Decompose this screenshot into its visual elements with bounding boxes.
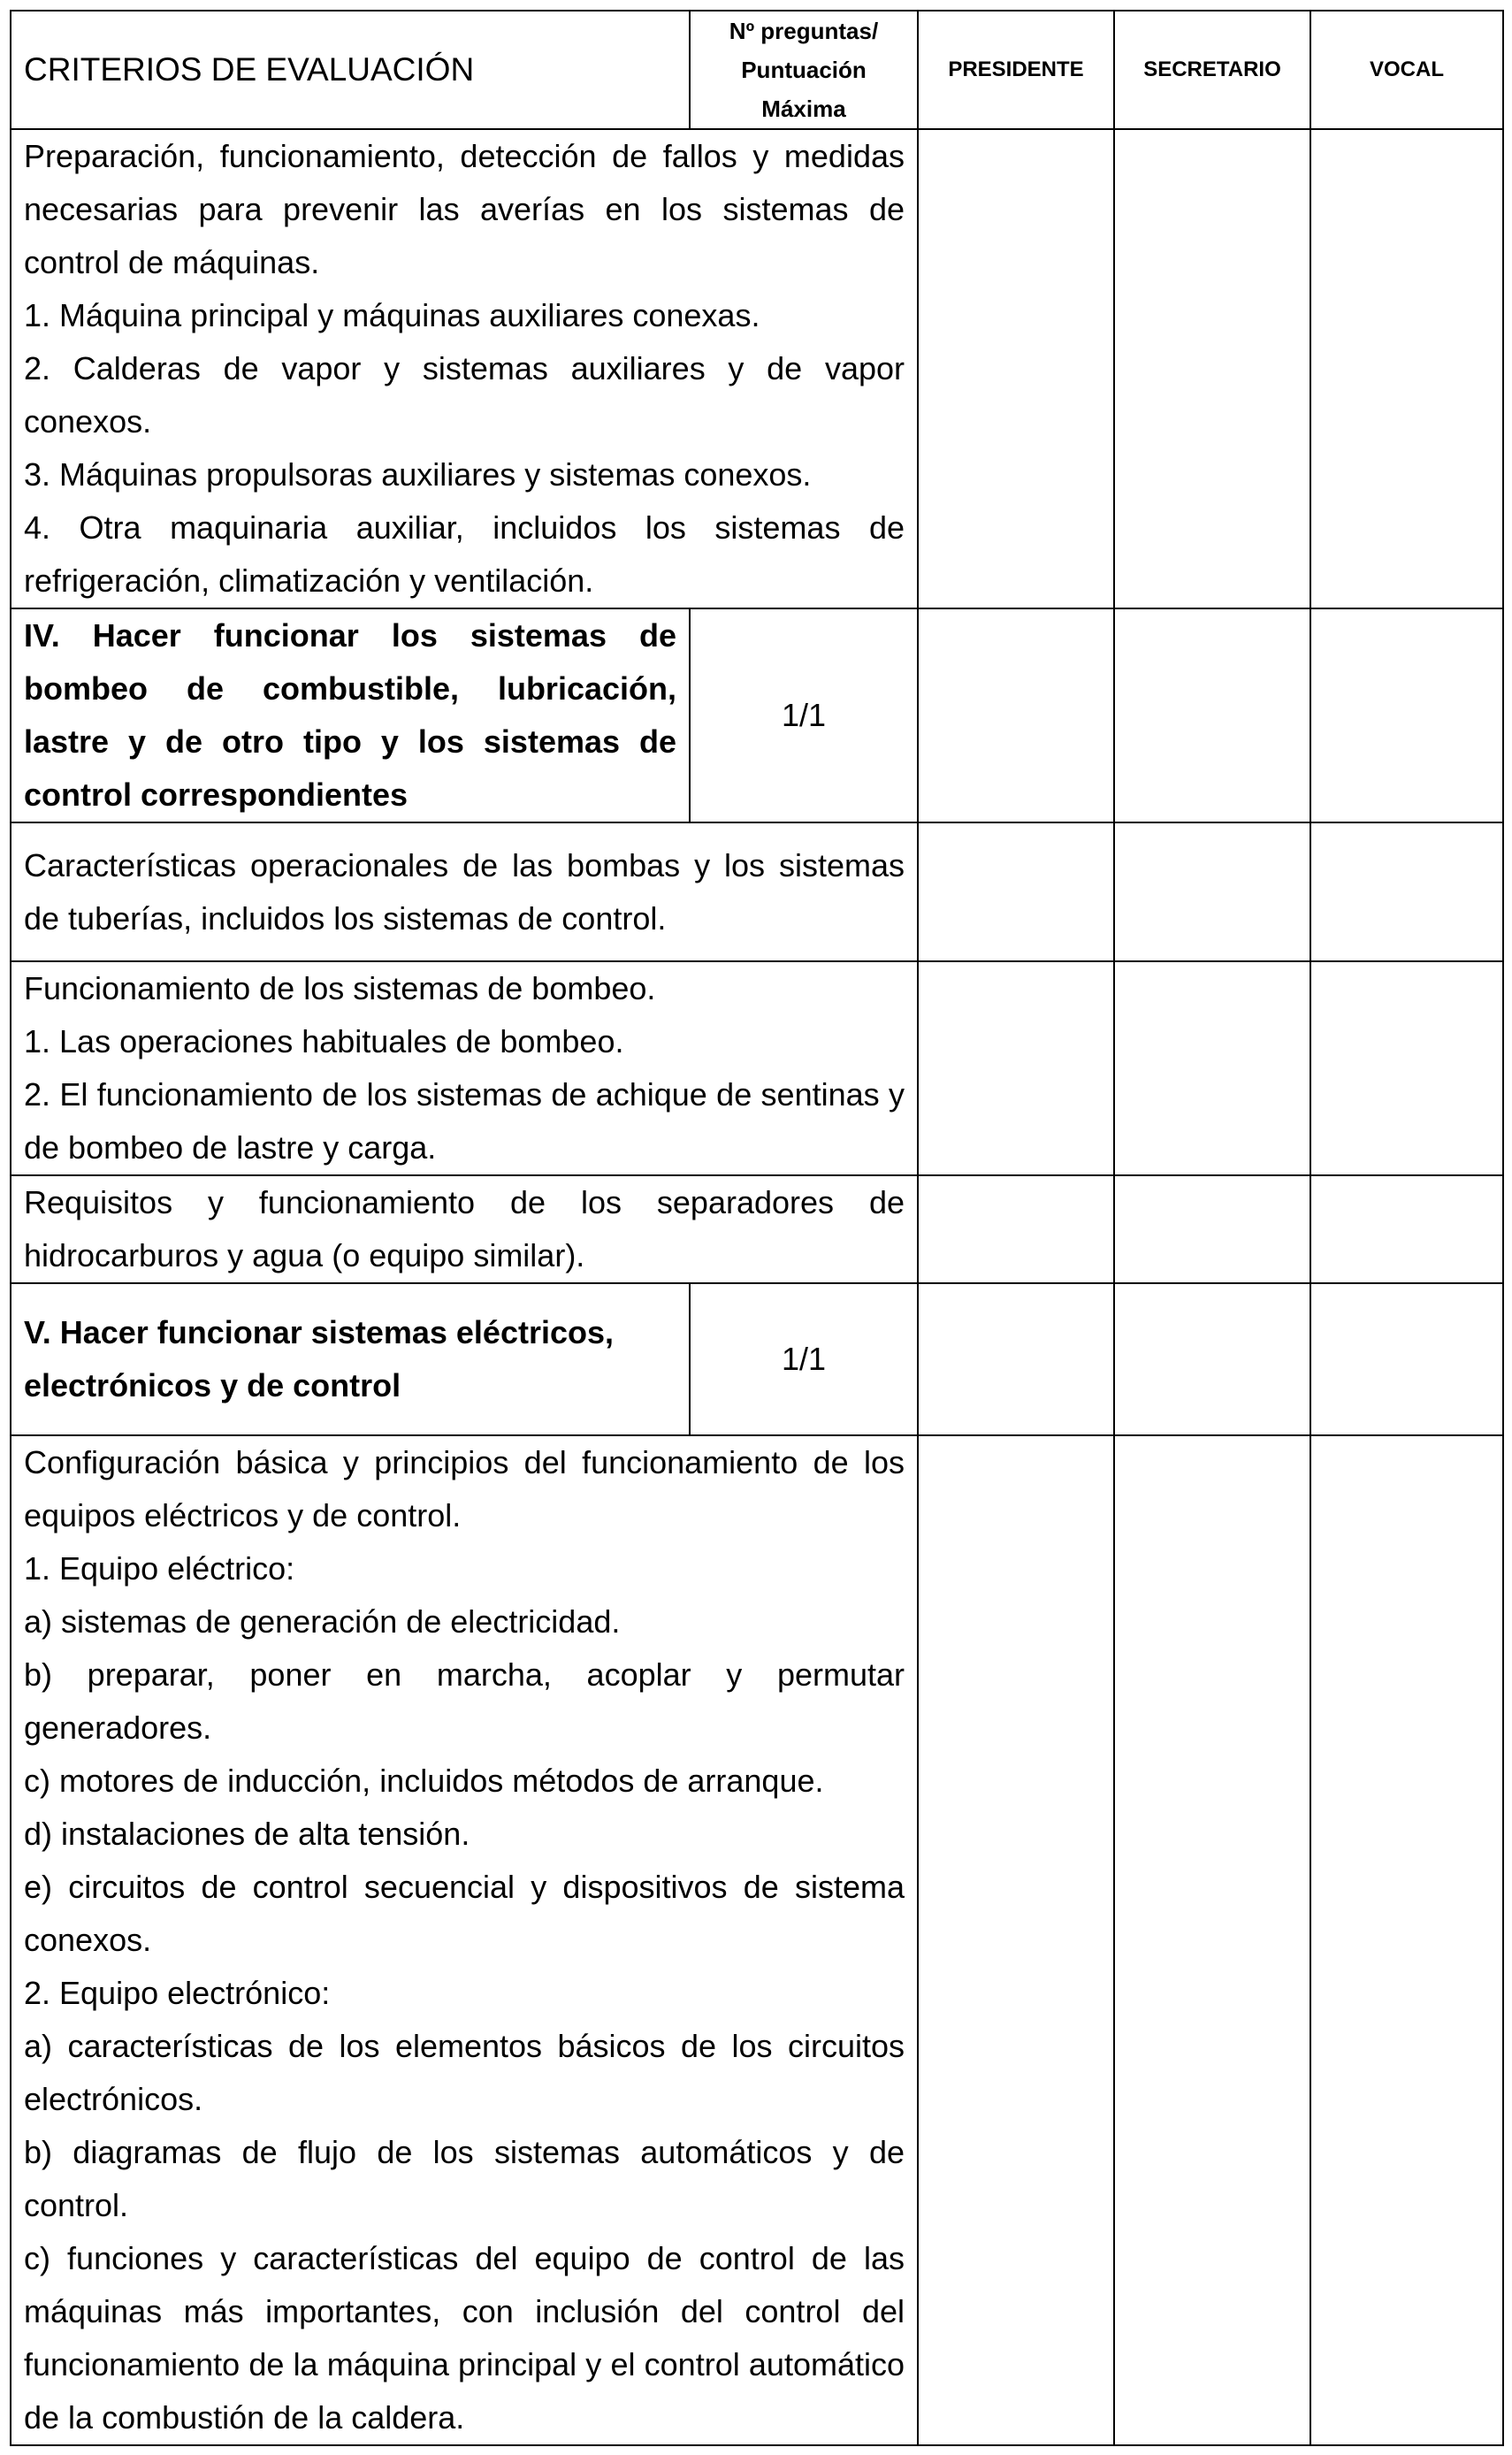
table-row [11, 1435, 1503, 2445]
max-score-cell: 1/1 [690, 608, 918, 822]
secretary-score-cell[interactable] [1114, 1435, 1310, 2445]
president-score-cell[interactable] [918, 961, 1114, 1175]
president-score-cell[interactable] [918, 129, 1114, 608]
secretary-score-cell[interactable] [1114, 1283, 1310, 1435]
vocal-score-cell[interactable] [1310, 129, 1503, 608]
questions-score-header [690, 11, 918, 129]
criteria-cell: Características operacionales de las bombas y los sistemas de tuberías, incluidos los sistemas de control. [11, 822, 918, 961]
table-row [11, 822, 1503, 961]
secretary-score-cell[interactable] [1114, 822, 1310, 961]
vocal-score-cell[interactable] [1310, 608, 1503, 822]
president-score-cell[interactable] [918, 1283, 1114, 1435]
section-title-cell: V. Hacer funcionar sistemas eléctricos, electrónicos y de control [11, 1283, 690, 1435]
criteria-cell: Configuración básica y principios del funcionamiento de los equipos eléctricos y de control. 1. Equipo eléctrico: a) sistemas de generación de electricidad. b) preparar, poner en marcha, acoplar y permutar generadores. c) motores de inducción, incluidos métodos de arranque. d) instalaciones de alta tensión. e) circuitos de control secuencial y dispositivos de sistema conexos. 2. Equipo electrónico: a) características de los elementos básicos de los circuitos electrónicos. b) diagramas de flujo de los sistemas automáticos y de control. c) funciones y características del equipo de control de las máquinas más importantes, con inclusión del control del funcionamiento de la máquina principal y el control automático de la combustión de la caldera. [11, 1435, 918, 2445]
president-score-cell[interactable] [918, 608, 1114, 822]
criteria-cell: Funcionamiento de los sistemas de bombeo. 1. Las operaciones habituales de bombeo. 2. El funcionamiento de los sistemas de achique de sentinas y de bombeo de lastre y carga. [11, 961, 918, 1175]
president-score-cell[interactable] [918, 1175, 1114, 1283]
president-score-cell[interactable] [918, 1435, 1114, 2445]
vocal-score-cell[interactable] [1310, 961, 1503, 1175]
vocal-header: VOCAL [1310, 11, 1503, 129]
vocal-score-cell[interactable] [1310, 1175, 1503, 1283]
secretary-score-cell[interactable] [1114, 1175, 1310, 1283]
secretary-score-cell[interactable] [1114, 961, 1310, 1175]
questions-header-line: Nº preguntas/ [729, 18, 879, 44]
vocal-score-cell[interactable] [1310, 1283, 1503, 1435]
secretary-score-cell[interactable] [1114, 129, 1310, 608]
section-title-cell: IV. Hacer funcionar los sistemas de bombeo de combustible, lubricación, lastre y de otro tipo y los sistemas de control correspondientes [11, 608, 690, 822]
president-score-cell[interactable] [918, 822, 1114, 961]
table-header-row [11, 11, 1503, 129]
table-row [11, 1283, 1503, 1435]
table-row [11, 961, 1503, 1175]
criteria-header: CRITERIOS DE EVALUACIÓN [11, 11, 690, 129]
vocal-score-cell[interactable] [1310, 822, 1503, 961]
vocal-score-cell[interactable] [1310, 1435, 1503, 2445]
criteria-cell: Requisitos y funcionamiento de los separadores de hidrocarburos y agua (o equipo similar). [11, 1175, 918, 1283]
secretary-header: SECRETARIO [1114, 11, 1310, 129]
table-row [11, 1175, 1503, 1283]
secretary-score-cell[interactable] [1114, 608, 1310, 822]
evaluation-criteria-table [10, 10, 1504, 2446]
table-row [11, 608, 1503, 822]
questions-header-line: Puntuación [741, 57, 867, 83]
criteria-cell: Preparación, funcionamiento, detección de fallos y medidas necesarias para prevenir las averías en los sistemas de control de máquinas. 1. Máquina principal y máquinas auxiliares conexas. 2. Calderas de vapor y sistemas auxiliares y de vapor conexos. 3. Máquinas propulsoras auxiliares y sistemas conexos. 4. Otra maquinaria auxiliar, incluidos los sistemas de refrigeración, climatización y ventilación. [11, 129, 918, 608]
questions-header-line: Máxima [761, 96, 846, 122]
president-header: PRESIDENTE [918, 11, 1114, 129]
table-row [11, 129, 1503, 608]
max-score-cell: 1/1 [690, 1283, 918, 1435]
